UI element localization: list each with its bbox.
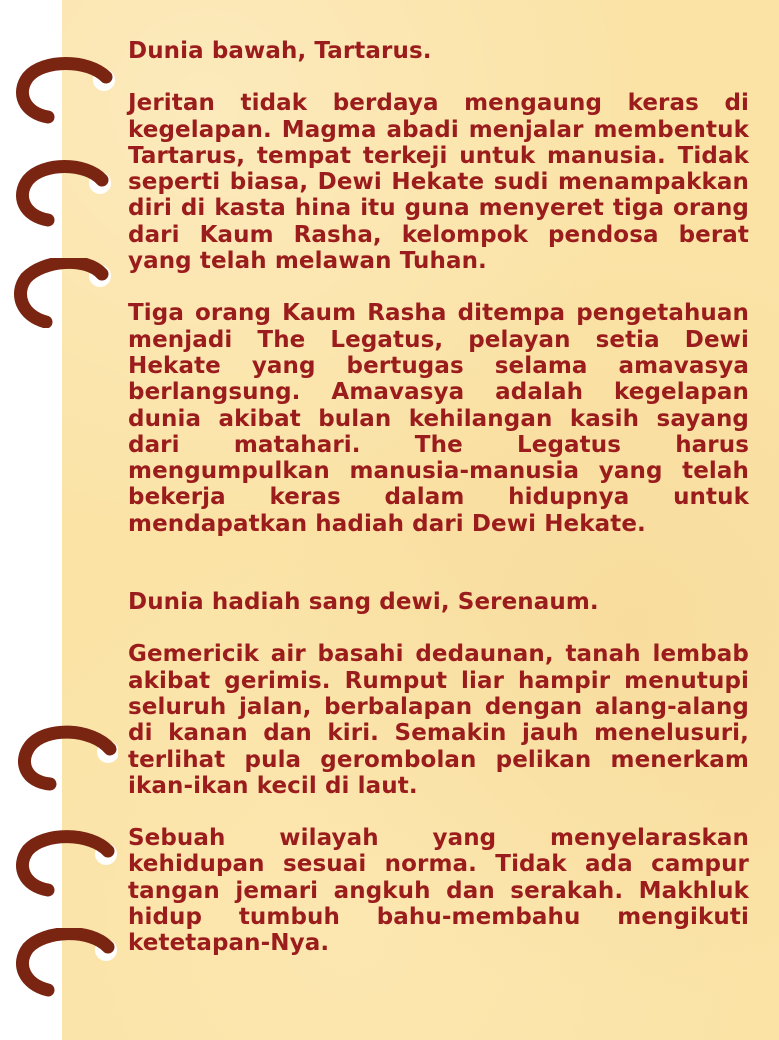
binder-ring-icon [8, 928, 118, 998]
section-heading: Dunia hadiah sang dewi, Serenaum. [128, 589, 599, 616]
story-text [128, 38, 749, 957]
binder-ring-icon [8, 258, 118, 328]
story-paragraph: Sebuah wilayah yang menyelaraskan kehidupan sesuai norma. Tidak ada campur tangan jemari angkuh dan serakah. Makhluk hidup tumbuh bahu-membahu mengikuti ketetapan-Nya. [128, 825, 749, 957]
binder-ring-icon [8, 158, 118, 228]
story-paragraph: Gemericik air basahi dedaunan, tanah lembab akibat gerimis. Rumput liar hampir menutupi seluruh jalan, berbalapan dengan alang-alang di kanan dan kiri. Semakin jauh menelusuri, terlihat pula gerombolan pelikan menerkam ikan-ikan kecil di laut. [128, 641, 749, 799]
binder-ring-icon [8, 722, 118, 792]
section-heading: Dunia bawah, Tartarus. [128, 38, 432, 64]
binder-ring-icon [8, 828, 118, 898]
binder-ring-icon [8, 55, 118, 125]
story-paragraph: Tiga orang Kaum Rasha ditempa pengetahuan menjadi The Legatus, pelayan setia Dewi Hekate yang bertugas selama amavasya berlangsung. Amavasya adalah kegelapan dunia akibat bulan kehilangan kasih sayang dari matahari. The Legatus harus mengumpulkan manusia-manusia yang telah bekerja keras dalam hidupnya untuk mendapatkan hadiah dari Dewi Hekate. [128, 300, 749, 537]
story-paragraph: Jeritan tidak berdaya mengaung keras di kegelapan. Magma abadi menjalar membentuk Tartarus, tempat terkeji untuk manusia. Tidak seperti biasa, Dewi Hekate sudi menampakkan diri di kasta hina itu guna menyeret tiga orang dari Kaum Rasha, kelompok pendosa berat yang telah melawan Tuhan. [128, 90, 749, 275]
